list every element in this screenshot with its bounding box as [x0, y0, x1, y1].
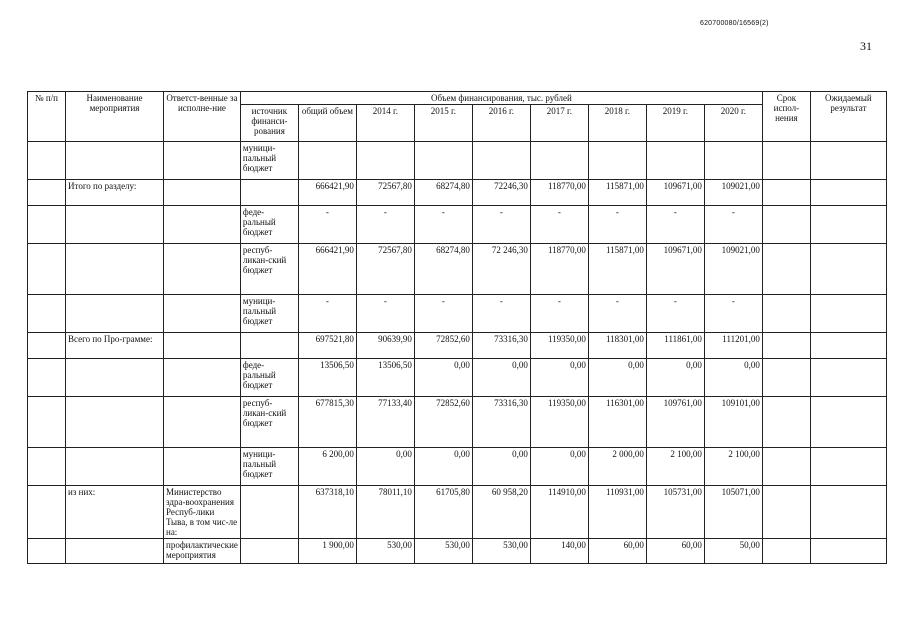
row-year-cell: 73316,30 [472, 397, 530, 448]
row-term-cell [762, 486, 810, 539]
row-num-cell [28, 180, 66, 206]
row-year-cell: 61705,80 [414, 486, 472, 539]
row-source-cell: респуб-ликан-ский бюджет [240, 397, 298, 448]
row-year-cell: - [588, 206, 646, 244]
row-year-cell: - [704, 206, 762, 244]
financing-table [27, 91, 887, 564]
row-year-cell: 73316,30 [472, 333, 530, 359]
header-financing-volume: Объем финансирования, тыс. рублей [240, 92, 762, 105]
header-year: 2017 г. [530, 105, 588, 142]
row-year-cell: 119350,00 [530, 333, 588, 359]
table-row [28, 206, 887, 244]
table-row [28, 448, 887, 486]
row-result-cell [810, 397, 886, 448]
row-name-cell [66, 244, 164, 295]
row-responsible-cell [164, 359, 241, 397]
row-name-cell [66, 397, 164, 448]
row-name-cell: Итого по разделу: [66, 180, 164, 206]
row-year-cell: 77133,40 [356, 397, 414, 448]
row-year-cell: 2 100,00 [646, 448, 704, 486]
row-responsible-cell [164, 244, 241, 295]
row-year-cell: 90639,90 [356, 333, 414, 359]
row-responsible-cell [164, 448, 241, 486]
row-result-cell [810, 295, 886, 333]
row-year-cell: 0,00 [472, 448, 530, 486]
row-result-cell [810, 539, 886, 564]
row-year-cell: 0,00 [530, 448, 588, 486]
row-result-cell [810, 448, 886, 486]
row-responsible-cell [164, 180, 241, 206]
row-responsible-cell [164, 142, 241, 180]
header-responsible: Ответст-венные за исполне-ние [164, 92, 241, 142]
row-year-cell: - [530, 295, 588, 333]
row-responsible-cell [164, 397, 241, 448]
row-year-cell: 0,00 [414, 448, 472, 486]
row-total-cell: 1 900,00 [298, 539, 356, 564]
row-source-cell [240, 539, 298, 564]
header-num: № п/п [28, 92, 66, 142]
row-num-cell [28, 448, 66, 486]
row-year-cell: 72567,80 [356, 180, 414, 206]
header-term: Срок испол-нения [762, 92, 810, 142]
row-num-cell [28, 295, 66, 333]
row-num-cell [28, 486, 66, 539]
row-year-cell: - [472, 206, 530, 244]
row-year-cell: 68274,80 [414, 180, 472, 206]
row-num-cell [28, 333, 66, 359]
header-total: общий объем [298, 105, 356, 142]
row-total-cell: - [298, 295, 356, 333]
table-row [28, 333, 887, 359]
row-num-cell [28, 244, 66, 295]
row-term-cell [762, 142, 810, 180]
row-source-cell: муници-пальный бюджет [240, 142, 298, 180]
row-year-cell: - [414, 206, 472, 244]
row-term-cell [762, 206, 810, 244]
row-year-cell: 105071,00 [704, 486, 762, 539]
row-year-cell: 72246,30 [472, 180, 530, 206]
table-row [28, 486, 887, 539]
row-year-cell: - [414, 295, 472, 333]
row-year-cell: 0,00 [472, 359, 530, 397]
row-year-cell: 530,00 [414, 539, 472, 564]
row-year-cell: - [588, 295, 646, 333]
row-source-cell [240, 180, 298, 206]
row-name-cell [66, 206, 164, 244]
row-year-cell: 111861,00 [646, 333, 704, 359]
row-year-cell: 60 958,20 [472, 486, 530, 539]
row-year-cell [356, 142, 414, 180]
row-num-cell [28, 142, 66, 180]
row-responsible-cell [164, 333, 241, 359]
row-year-cell: 72852,60 [414, 333, 472, 359]
row-responsible-cell [164, 206, 241, 244]
row-source-cell: феде-ральный бюджет [240, 206, 298, 244]
row-year-cell: 140,00 [530, 539, 588, 564]
row-year-cell: 119350,00 [530, 397, 588, 448]
row-name-cell [66, 448, 164, 486]
row-year-cell [414, 142, 472, 180]
row-responsible-cell: Министерство здра-воохранения Респуб-лики Тыва, в том чис-ле на: [164, 486, 241, 539]
document-id: 620700080/16569(2) [700, 20, 769, 27]
row-year-cell: 111201,00 [704, 333, 762, 359]
row-year-cell: 72567,80 [356, 244, 414, 295]
row-total-cell [298, 142, 356, 180]
row-year-cell: 78011,10 [356, 486, 414, 539]
row-result-cell [810, 142, 886, 180]
header-year: 2018 г. [588, 105, 646, 142]
row-name-cell: из них: [66, 486, 164, 539]
row-result-cell [810, 333, 886, 359]
row-year-cell: - [646, 295, 704, 333]
row-year-cell: 109021,00 [704, 244, 762, 295]
row-year-cell: - [356, 295, 414, 333]
row-year-cell: 68274,80 [414, 244, 472, 295]
row-year-cell: 13506,50 [356, 359, 414, 397]
page-number: 31 [860, 39, 872, 53]
row-year-cell: 530,00 [356, 539, 414, 564]
row-year-cell [646, 142, 704, 180]
row-year-cell: 0,00 [414, 359, 472, 397]
row-year-cell: 109761,00 [646, 397, 704, 448]
row-year-cell: 116301,00 [588, 397, 646, 448]
row-year-cell: 105731,00 [646, 486, 704, 539]
row-source-cell: феде-ральный бюджет [240, 359, 298, 397]
row-responsible-cell: профилактические мероприятия [164, 539, 241, 564]
row-year-cell: 72852,60 [414, 397, 472, 448]
header-name: Наименование мероприятия [66, 92, 164, 142]
table-row [28, 359, 887, 397]
row-year-cell: - [530, 206, 588, 244]
row-result-cell [810, 486, 886, 539]
header-year: 2019 г. [646, 105, 704, 142]
row-year-cell: 109101,00 [704, 397, 762, 448]
row-num-cell [28, 359, 66, 397]
row-source-cell: муници-пальный бюджет [240, 448, 298, 486]
table-row [28, 180, 887, 206]
row-result-cell [810, 180, 886, 206]
table-row [28, 295, 887, 333]
table-row [28, 244, 887, 295]
row-total-cell: 666421,90 [298, 244, 356, 295]
row-term-cell [762, 448, 810, 486]
row-total-cell: - [298, 206, 356, 244]
row-year-cell: 60,00 [646, 539, 704, 564]
row-year-cell: 60,00 [588, 539, 646, 564]
row-source-cell [240, 333, 298, 359]
row-result-cell [810, 359, 886, 397]
row-year-cell: 115871,00 [588, 180, 646, 206]
header-year: 2015 г. [414, 105, 472, 142]
row-year-cell [704, 142, 762, 180]
row-year-cell: - [356, 206, 414, 244]
row-source-cell: респуб-ликан-ский бюджет [240, 244, 298, 295]
row-year-cell: 2 000,00 [588, 448, 646, 486]
row-result-cell [810, 206, 886, 244]
row-year-cell: - [646, 206, 704, 244]
row-year-cell: 2 100,00 [704, 448, 762, 486]
row-year-cell: 50,00 [704, 539, 762, 564]
row-year-cell: 118770,00 [530, 180, 588, 206]
row-term-cell [762, 539, 810, 564]
row-year-cell: 114910,00 [530, 486, 588, 539]
table-row [28, 397, 887, 448]
row-source-cell: муници-пальный бюджет [240, 295, 298, 333]
row-year-cell [588, 142, 646, 180]
row-total-cell: 13506,50 [298, 359, 356, 397]
header-row-1 [28, 92, 887, 105]
row-total-cell: 666421,90 [298, 180, 356, 206]
row-num-cell [28, 539, 66, 564]
row-responsible-cell [164, 295, 241, 333]
row-year-cell: 118770,00 [530, 244, 588, 295]
row-year-cell: 109021,00 [704, 180, 762, 206]
row-year-cell: 0,00 [704, 359, 762, 397]
table-row [28, 142, 887, 180]
row-year-cell: 109671,00 [646, 244, 704, 295]
row-name-cell: Всего по Про-грамме: [66, 333, 164, 359]
row-result-cell [810, 244, 886, 295]
row-year-cell: 118301,00 [588, 333, 646, 359]
row-year-cell: 115871,00 [588, 244, 646, 295]
row-year-cell: 109671,00 [646, 180, 704, 206]
row-term-cell [762, 397, 810, 448]
table-row [28, 539, 887, 564]
row-term-cell [762, 359, 810, 397]
header-year: 2016 г. [472, 105, 530, 142]
row-year-cell: 110931,00 [588, 486, 646, 539]
row-term-cell [762, 295, 810, 333]
header-source: источник финанси-рования [240, 105, 298, 142]
row-total-cell: 6 200,00 [298, 448, 356, 486]
row-term-cell [762, 333, 810, 359]
row-name-cell [66, 359, 164, 397]
row-name-cell [66, 142, 164, 180]
row-total-cell: 677815,30 [298, 397, 356, 448]
row-year-cell: 0,00 [356, 448, 414, 486]
row-term-cell [762, 244, 810, 295]
row-year-cell: 0,00 [646, 359, 704, 397]
row-year-cell: 72 246,30 [472, 244, 530, 295]
header-result: Ожидаемый результат [810, 92, 886, 142]
header-year: 2020 г. [704, 105, 762, 142]
row-year-cell [472, 142, 530, 180]
row-num-cell [28, 206, 66, 244]
row-year-cell: - [704, 295, 762, 333]
row-source-cell [240, 486, 298, 539]
row-year-cell [530, 142, 588, 180]
header-year: 2014 г. [356, 105, 414, 142]
row-name-cell [66, 295, 164, 333]
row-total-cell: 697521,80 [298, 333, 356, 359]
row-term-cell [762, 180, 810, 206]
row-num-cell [28, 397, 66, 448]
row-total-cell: 637318,10 [298, 486, 356, 539]
row-year-cell: - [472, 295, 530, 333]
row-year-cell: 0,00 [588, 359, 646, 397]
row-year-cell: 0,00 [530, 359, 588, 397]
row-name-cell [66, 539, 164, 564]
row-year-cell: 530,00 [472, 539, 530, 564]
